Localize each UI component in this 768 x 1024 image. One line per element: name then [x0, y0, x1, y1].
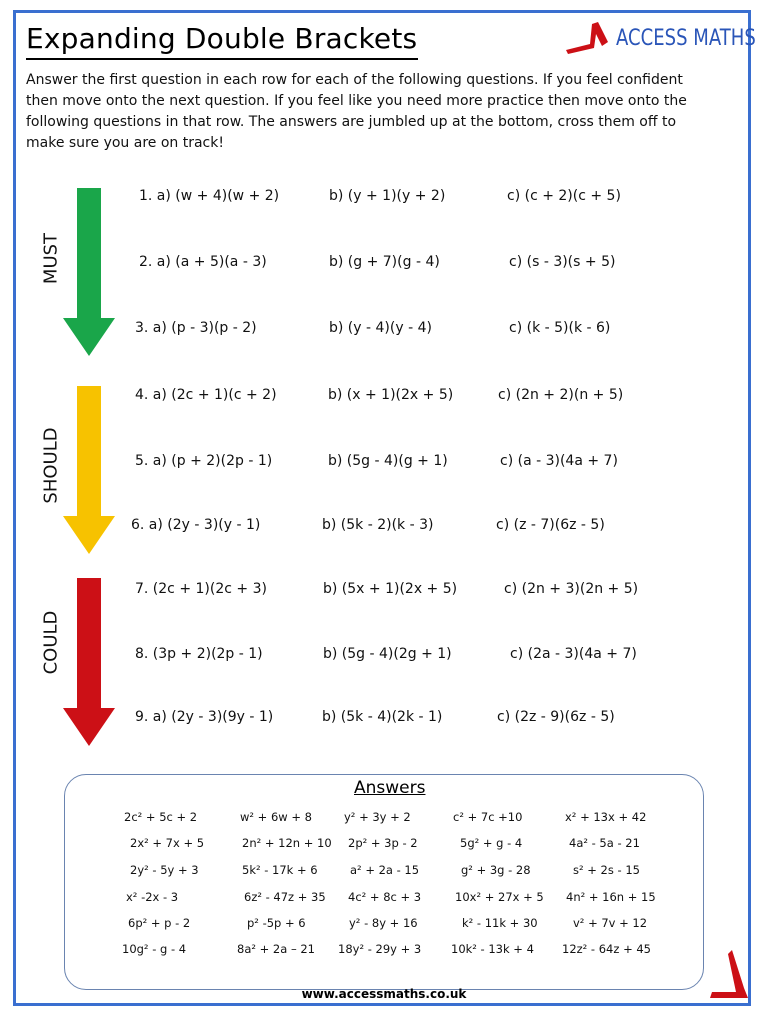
question-6a: 6. a) (2y - 3)(y - 1) — [131, 517, 261, 533]
question-9c: c) (2z - 9)(6z - 5) — [497, 709, 615, 725]
instructions: Answer the first question in each row for each of the following questions. If you feel confident then move onto the next question. If you feel like you need more practice then move onto the following questions in that row. The answers are jumbled up at the bottom, cross them off to make sure you are on track! — [26, 72, 687, 151]
answer-item: s² + 2s - 15 — [573, 863, 640, 877]
footer-url: www.accessmaths.co.uk — [301, 987, 467, 1001]
question-1c: c) (c + 2)(c + 5) — [507, 188, 621, 204]
question-2b: b) (g + 7)(g - 4) — [329, 254, 440, 270]
answer-item: 8a² + 2a – 21 — [237, 942, 315, 956]
answer-item: 6z² - 47z + 35 — [244, 890, 326, 904]
answer-item: 18y² - 29y + 3 — [338, 942, 422, 956]
question-5c: c) (a - 3)(4a + 7) — [500, 453, 618, 469]
band-label-could: COULD — [40, 610, 62, 675]
question-7b: b) (5x + 1)(2x + 5) — [323, 581, 458, 597]
question-3a: 3. a) (p - 3)(p - 2) — [135, 320, 257, 336]
answer-item: 10g² - g - 4 — [122, 942, 187, 956]
answer-item: 10x² + 27x + 5 — [455, 890, 544, 904]
question-8c: c) (2a - 3)(4a + 7) — [510, 646, 637, 662]
should-arrow-icon — [62, 384, 116, 556]
question-7a: 7. (2c + 1)(2c + 3) — [135, 581, 267, 597]
answer-item: 2p² + 3p - 2 — [348, 836, 418, 850]
answer-item: 5k² - 17k + 6 — [242, 863, 318, 877]
question-3c: c) (k - 5)(k - 6) — [509, 320, 611, 336]
answer-item: p² -5p + 6 — [247, 916, 306, 930]
answer-item: y² - 8y + 16 — [349, 916, 418, 930]
answer-item: k² - 11k + 30 — [462, 916, 538, 930]
answer-item: c² + 7c +10 — [453, 810, 523, 824]
answer-item: w² + 6w + 8 — [240, 810, 312, 824]
answer-item: v² + 7v + 12 — [573, 916, 648, 930]
question-6c: c) (z - 7)(6z - 5) — [496, 517, 605, 533]
answer-item: 2x² + 7x + 5 — [130, 836, 205, 850]
answer-item: y² + 3y + 2 — [344, 810, 411, 824]
title-underline — [26, 58, 418, 60]
logo — [562, 16, 756, 60]
question-1b: b) (y + 1)(y + 2) — [329, 188, 446, 204]
question-8b: b) (5g - 4)(2g + 1) — [323, 646, 452, 662]
answer-item: 5g² + g - 4 — [460, 836, 523, 850]
answer-item: 4a² - 5a - 21 — [569, 836, 640, 850]
answer-item: x² -2x - 3 — [126, 890, 179, 904]
answer-item: a² + 2a - 15 — [350, 863, 420, 877]
band-label-must: MUST — [40, 232, 62, 285]
question-5b: b) (5g - 4)(g + 1) — [328, 453, 448, 469]
question-2c: c) (s - 3)(s + 5) — [509, 254, 616, 270]
answer-item: 4n² + 16n + 15 — [566, 890, 656, 904]
answer-item: 2y² - 5y + 3 — [130, 863, 199, 877]
question-7c: c) (2n + 3)(2n + 5) — [504, 581, 639, 597]
question-5a: 5. a) (p + 2)(2p - 1) — [135, 453, 273, 469]
corner-logo-mark-icon — [706, 948, 750, 1002]
question-9a: 9. a) (2y - 3)(9y - 1) — [135, 709, 274, 725]
answer-item: 10k² - 13k + 4 — [451, 942, 534, 956]
logo-mark-icon — [562, 16, 622, 60]
answer-item: x² + 13x + 42 — [565, 810, 647, 824]
page-title: Expanding Double Brackets — [26, 22, 418, 55]
question-6b: b) (5k - 2)(k - 3) — [322, 517, 434, 533]
answer-item: 2c² + 5c + 2 — [124, 810, 198, 824]
must-arrow-icon — [62, 186, 116, 358]
answer-item: 4c² + 8c + 3 — [348, 890, 422, 904]
could-arrow-icon — [62, 576, 116, 748]
question-4b: b) (x + 1)(2x + 5) — [328, 387, 454, 403]
question-8a: 8. (3p + 2)(2p - 1) — [135, 646, 263, 662]
answers-box — [64, 774, 704, 990]
question-2a: 2. a) (a + 5)(a - 3) — [139, 254, 267, 270]
answer-item: 12z² - 64z + 45 — [562, 942, 651, 956]
question-1a: 1. a) (w + 4)(w + 2) — [139, 188, 280, 204]
answer-item: 2n² + 12n + 10 — [242, 836, 332, 850]
question-4a: 4. a) (2c + 1)(c + 2) — [135, 387, 277, 403]
answers-title: Answers — [354, 778, 426, 798]
question-3b: b) (y - 4)(y - 4) — [329, 320, 432, 336]
answer-item: 6p² + p - 2 — [128, 916, 191, 930]
question-4c: c) (2n + 2)(n + 5) — [498, 387, 624, 403]
band-label-should: SHOULD — [40, 427, 62, 504]
answer-item: g² + 3g - 28 — [461, 863, 531, 877]
logo-text: ACCESS MATHS — [616, 26, 756, 51]
question-9b: b) (5k - 4)(2k - 1) — [322, 709, 443, 725]
